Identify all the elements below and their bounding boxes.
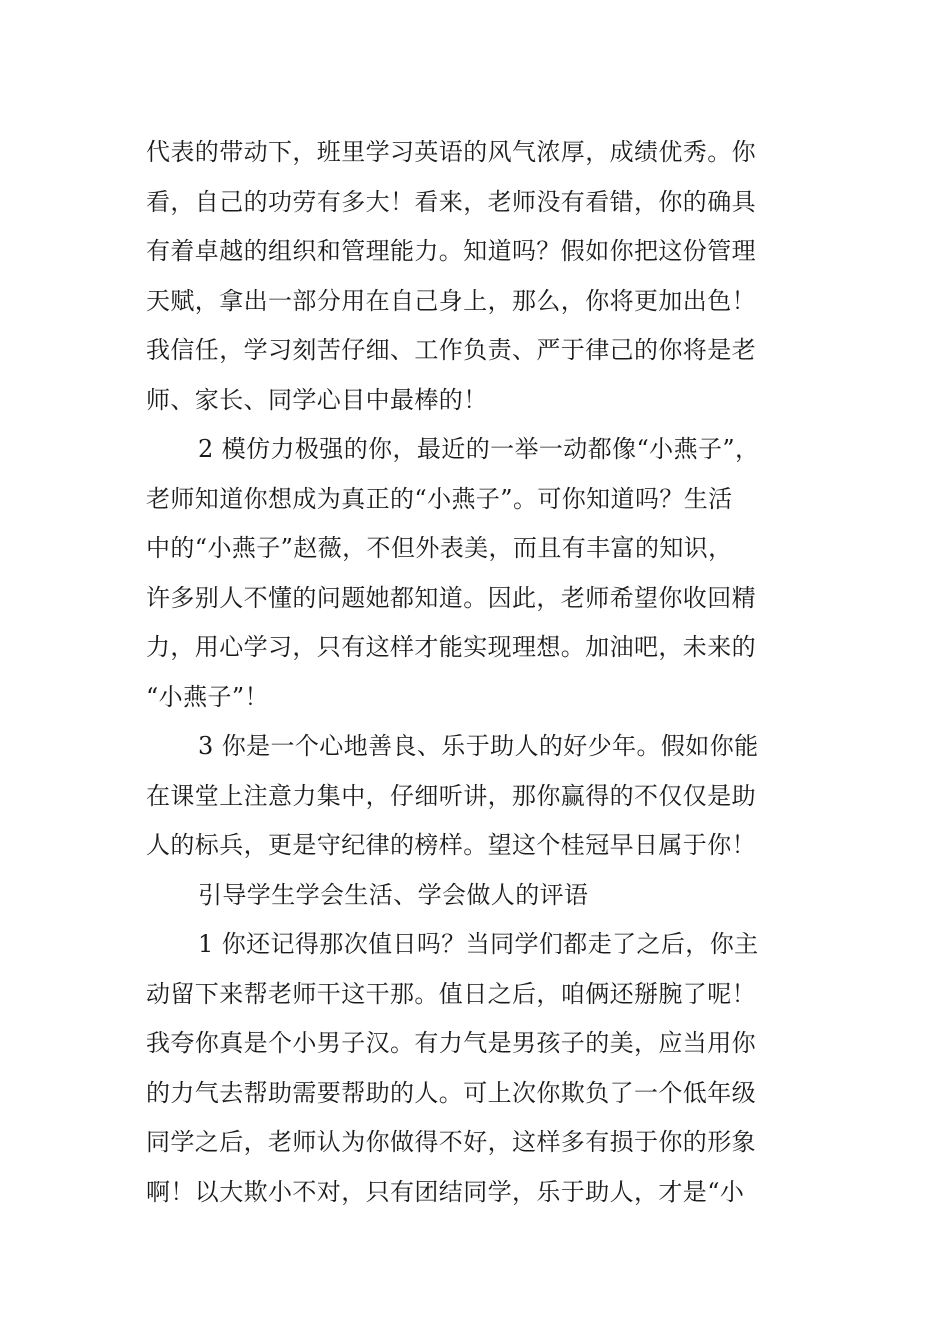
text-line: 啊！以大欺小不对，只有团结同学，乐于助人，才是“小 [146, 1177, 745, 1206]
section-heading: 引导学生学会生活、学会做人的评语 [198, 880, 589, 909]
text-line: 动留下来帮老师干这干那。值日之后，咱俩还掰腕了呢！ [146, 979, 756, 1008]
text-line: 人的标兵，更是守纪律的榜样。望这个桂冠早日属于你！ [146, 831, 756, 859]
paragraph-start-line: 3 你是一个心地善良、乐于助人的好少年。假如你能 [198, 732, 759, 760]
text-line: 许多别人不懂的问题她都知道。因此，老师希望你收回精 [146, 583, 756, 612]
paragraph-start-line: 2 模仿力极强的你，最近的一举一动都像“小燕子”， [198, 435, 760, 463]
text-line: 的力气去帮助需要帮助的人。可上次你欺负了一个低年级 [146, 1078, 756, 1107]
paragraph-start-line: 1 你还记得那次值日吗？当同学们都走了之后，你主 [198, 930, 759, 958]
document-body [146, 128, 806, 1217]
text-line: 同学之后，老师认为你做得不好，这样多有损于你的形象 [146, 1128, 756, 1156]
text-line: 中的“小燕子”赵薇，不但外表美，而且有丰富的知识， [146, 534, 733, 562]
text-line: “小燕子”！ [146, 682, 269, 711]
text-line: 天赋，拿出一部分用在自己身上，那么，你将更加出色！ [146, 286, 756, 315]
text-line: 看，自己的功劳有多大！看来，老师没有看错，你的确具 [146, 187, 756, 216]
text-line: 我信任，学习刻苦仔细、工作负责、严于律己的你将是老 [146, 336, 756, 364]
text-line: 力，用心学习，只有这样才能实现理想。加油吧，未来的 [146, 633, 756, 661]
text-line: 代表的带动下，班里学习英语的风气浓厚，成绩优秀。你 [146, 138, 756, 166]
text-line: 老师知道你想成为真正的“小燕子”。可你知道吗？生活 [146, 484, 733, 513]
text-line: 我夸你真是个小男子汉。有力气是男孩子的美，应当用你 [146, 1029, 756, 1057]
text-line: 有着卓越的组织和管理能力。知道吗？假如你把这份管理 [146, 237, 756, 265]
text-line: 师、家长、同学心目中最棒的！ [146, 385, 488, 414]
text-line: 在课堂上注意力集中，仔细听讲，那你赢得的不仅仅是助 [146, 781, 756, 810]
